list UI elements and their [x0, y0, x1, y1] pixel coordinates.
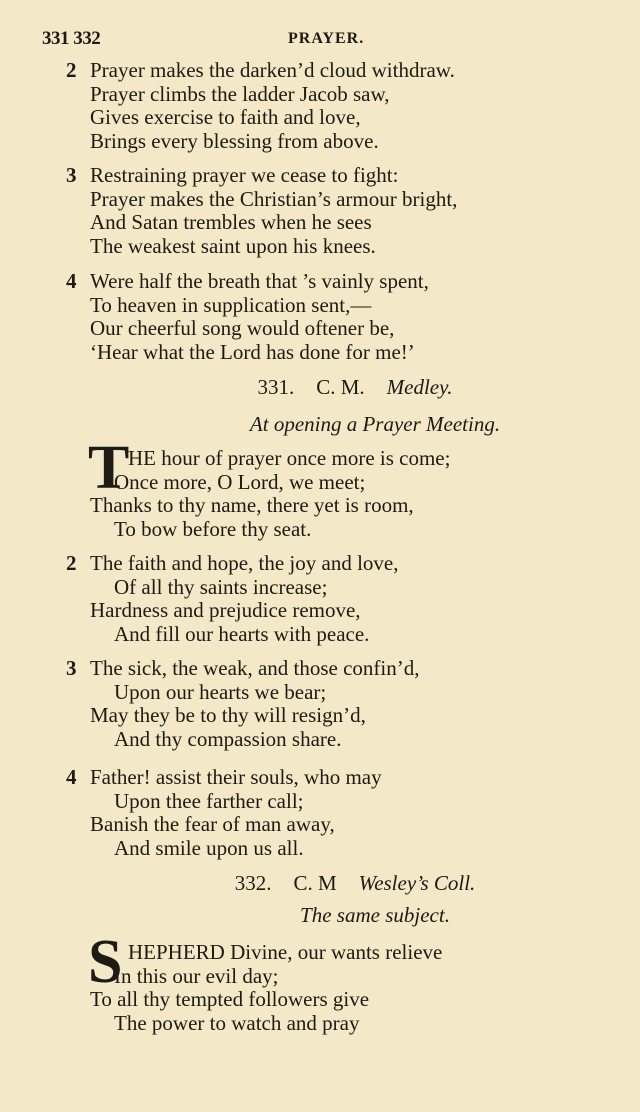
verse-line: Our cheerful song would oftener be,: [90, 316, 395, 340]
hymn-number: 331.: [257, 375, 295, 399]
verse-line: Restraining prayer we cease to fight:: [90, 163, 399, 187]
hymn-title: [0, 870, 640, 896]
hymn-tune: Wesley’s Coll.: [358, 871, 476, 895]
verse-line: The sick, the weak, and those confin’d,: [90, 656, 420, 680]
drop-cap: S: [88, 928, 123, 996]
verse-line: May they be to thy will resign’d,: [90, 703, 366, 727]
verse-line: Were half the breath that ’s vainly spent,: [90, 269, 429, 293]
stanza-number: 3: [66, 163, 77, 187]
verse-line: And Satan trembles when he sees: [90, 210, 372, 234]
stanza-number: 4: [66, 269, 77, 293]
hymn-tune: Medley.: [386, 375, 453, 399]
verse-line: Prayer climbs the ladder Jacob saw,: [90, 81, 390, 106]
stanza-number: 3: [66, 656, 77, 680]
verse-line: Prayer makes the Christian’s armour bright,: [90, 186, 458, 211]
verse-line: Gives exercise to faith and love,: [90, 105, 361, 129]
stanza-number: 4: [66, 765, 77, 789]
hymn-meter: C. M.: [316, 375, 365, 399]
hymn-title: [0, 374, 640, 400]
verse-line: To all thy tempted followers give: [90, 987, 370, 1011]
section-heading: PRAYER.: [288, 30, 365, 47]
verse-line: HEPHERD Divine, our wants relieve: [128, 940, 443, 964]
verse-line: To bow before thy seat.: [114, 516, 312, 541]
verse-line: Upon thee farther call;: [114, 788, 304, 813]
hymn-meter: C. M: [293, 871, 337, 895]
verse-line: In this our evil day;: [114, 963, 279, 988]
drop-cap: T: [88, 434, 130, 502]
verse-line: Thanks to thy name, there yet is room,: [90, 493, 414, 517]
hymn-number: 332.: [234, 871, 272, 895]
hymn-subtitle: The same subject.: [300, 903, 450, 927]
verse-line: ‘Hear what the Lord has done for me!’: [90, 339, 415, 364]
verse-line: And thy compassion share.: [114, 726, 342, 751]
hymn-subtitle: At opening a Prayer Meeting.: [249, 412, 501, 436]
verse-line: And smile upon us all.: [114, 835, 304, 860]
verse-line: The power to watch and pray: [114, 1010, 360, 1035]
verse-line: The faith and hope, the joy and love,: [90, 551, 399, 575]
verse-line: Of all thy saints increase;: [114, 574, 328, 599]
verse-line: Once more, O Lord, we meet;: [114, 469, 366, 494]
verse-line: Brings every blessing from above.: [90, 128, 379, 153]
verse-line: The weakest saint upon his knees.: [90, 233, 376, 258]
verse-line: HE hour of prayer once more is come;: [128, 446, 451, 470]
stanza-number: 2: [66, 58, 77, 82]
verse-line: Hardness and prejudice remove,: [90, 598, 361, 622]
stanza-number: 2: [66, 551, 77, 575]
verse-line: Upon our hearts we bear;: [114, 679, 327, 704]
verse-line: Prayer makes the darken’d cloud withdraw.: [90, 58, 455, 82]
verse-line: Banish the fear of man away,: [90, 812, 335, 836]
verse-line: And fill our hearts with peace.: [114, 621, 370, 646]
page-hymn-numbers: 331 332: [42, 28, 101, 49]
verse-line: To heaven in supplication sent,—: [90, 292, 372, 317]
verse-line: Father! assist their souls, who may: [90, 765, 382, 789]
